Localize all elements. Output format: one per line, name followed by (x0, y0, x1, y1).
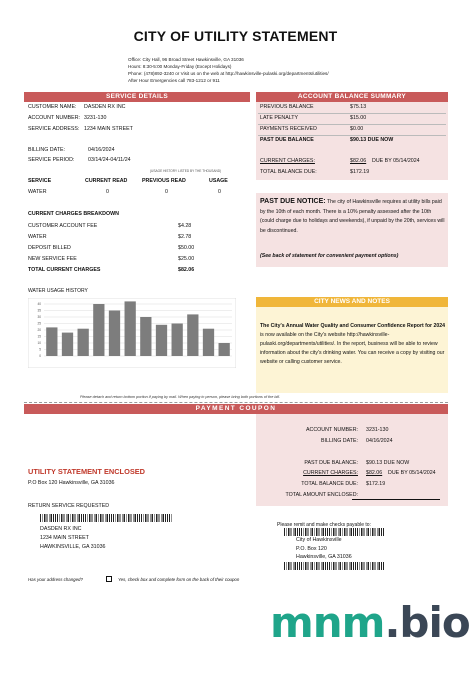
chart-ytick-label: 20 (37, 328, 41, 333)
summary-label: PAYMENTS RECEIVED (260, 126, 317, 132)
payment-coupon-header: PAYMENT COUPON (24, 404, 448, 414)
past-due-label: PAST DUE BALANCE (260, 137, 314, 143)
coupon-current-due: DUE BY 05/14/2024 (388, 470, 436, 476)
summary-value: $0.00 (350, 126, 364, 132)
statement-enclosed-title: UTILITY STATEMENT ENCLOSED (28, 467, 146, 476)
billing-date: 04/16/2024 (88, 147, 115, 153)
city-news-text (260, 322, 446, 367)
charge-value: $25.00 (178, 256, 195, 262)
account-number: 3231-130 (84, 115, 107, 121)
past-due-notice-heading: PAST DUE NOTICE: (260, 198, 326, 205)
usage-note: (USAGE HISTORY LISTED BY THE THOUSAND) (150, 169, 222, 173)
chart-ytick-label: 30 (37, 315, 41, 320)
chart-ytick-label: 35 (37, 308, 41, 313)
address-changed-note: Yes, check box and complete form on the back of their coupon (118, 577, 240, 582)
past-due-notice-text: The city of Hawkinsville requires at utility bills paid by the 10th of each month. There is a 10% penalty assessed after the 10th (could charge due to holidays and weekends), if unpaid by the 20th, services will be discontinued. (260, 199, 445, 234)
water-usage-chart (28, 298, 236, 368)
col-usage: USAGE (209, 178, 228, 184)
remit-barcode-bottom (284, 562, 384, 570)
divider (258, 113, 446, 114)
chart-bar (46, 327, 57, 356)
service-period: 03/14/24-04/11/24 (88, 157, 131, 163)
address-changed-question: Has your address changed? (28, 577, 83, 582)
coupon-po-box: P.O Box 120 Hawkinsville, GA 31036 (28, 480, 115, 486)
water-usage: 0 (218, 189, 221, 195)
coupon-current-value: $82.06 (366, 470, 383, 476)
past-due-value: $90.13 DUE NOW (350, 137, 394, 143)
city-news-header: CITY NEWS AND NOTES (256, 297, 448, 307)
chart-bar (125, 301, 136, 356)
coupon-total-value: $172.19 (366, 481, 386, 487)
chart-bar (78, 329, 89, 356)
mnm-bio-logo (270, 598, 470, 647)
chart-ytick-label: 10 (37, 341, 41, 346)
chart-bar (156, 325, 167, 356)
charge-label: WATER (28, 234, 47, 240)
customer-name-label: CUSTOMER NAME: (28, 104, 77, 110)
summary-value: $75.13 (350, 104, 367, 110)
charge-value: $2.78 (178, 234, 192, 240)
service-details-header: SERVICE DETAILS (24, 92, 250, 102)
chart-ytick-label: 5 (39, 347, 41, 352)
chart-bar (203, 329, 214, 356)
see-back-note: (See back of statement for convenient payment options) (260, 253, 399, 259)
coupon-account-number: 3231-130 (366, 427, 389, 433)
chart-bar (140, 317, 151, 356)
charge-label: DEPOSIT BILLED (28, 245, 71, 251)
coupon-billing-date: 04/16/2024 (366, 438, 393, 444)
chart-bar (93, 304, 104, 356)
address-changed-checkbox[interactable] (106, 576, 112, 582)
summary-label: LATE PENALTY (260, 115, 299, 121)
remit-barcode (284, 528, 384, 536)
office-info: Office: City Hall, 96 Broad Street Hawkinsville, GA 31036 Hours: 8:30-5:00 Monday-Friday (Except Holidays) Phone: (478)892-3240 or Visit us on the web at http://hawkinsville-pulaski.org/departments/utilities/ After Hour Emergencies call 783-1212 or 911 (128, 57, 329, 84)
water-previous-read: 0 (165, 189, 168, 195)
chart-ytick-label: 25 (37, 321, 41, 326)
total-balance-label: TOTAL BALANCE DUE: (260, 169, 317, 175)
water-service: WATER (28, 189, 47, 195)
page-title: CITY OF UTILITY STATEMENT (133, 28, 338, 44)
water-current-read: 0 (106, 189, 109, 195)
remit-label: Please remit and make checks payable to: (277, 522, 371, 528)
chart-bar (219, 343, 230, 356)
billing-date-label: BILLING DATE: (28, 147, 65, 153)
customer-address: DASDEN RX INC 1234 MAIN STREET HAWKINSVILLE, GA 31036 (40, 526, 106, 550)
chart-bar (187, 314, 198, 356)
total-charges-label: TOTAL CURRENT CHARGES (28, 267, 101, 273)
coupon-enclosed-label: TOTAL AMOUNT ENCLOSED: (285, 492, 358, 498)
city-news-bold: The City's Annual Water Quality and Consumer Confidence Report for 2024 (260, 323, 446, 329)
detach-note: Please detach and return bottom portion if paying by mail. When paying in person, please bring both portions of the bill. (80, 395, 281, 399)
chart-ytick-label: 40 (37, 302, 41, 307)
current-charges-label: CURRENT CHARGES: (260, 158, 315, 164)
service-address: 1234 MAIN STREET (84, 126, 133, 132)
col-service: SERVICE (28, 178, 52, 184)
total-balance-value: $172.19 (350, 169, 370, 175)
service-address-label: SERVICE ADDRESS: (28, 126, 80, 132)
amount-enclosed-field[interactable] (352, 499, 440, 500)
coupon-account-label: ACCOUNT NUMBER: (306, 427, 358, 433)
tear-line (24, 402, 448, 403)
customer-name: DASDEN RX INC (84, 104, 126, 110)
divider (258, 124, 446, 125)
coupon-past-due-label: PAST DUE BALANCE: (304, 460, 358, 466)
remit-address: City of Hawkinsville P.O. Box 120 Hawkinsville, GA 31036 (296, 537, 352, 561)
service-period-label: SERVICE PERIOD: (28, 157, 75, 163)
past-due-notice (260, 197, 446, 236)
return-service: RETURN SERVICE REQUESTED (28, 503, 110, 509)
divider (258, 135, 446, 136)
chart-bar (62, 333, 73, 356)
col-current-read: CURRENT READ (85, 178, 128, 184)
charge-label: CUSTOMER ACCOUNT FEE (28, 223, 98, 229)
charge-value: $4.28 (178, 223, 192, 229)
account-summary-header: ACCOUNT BALANCE SUMMARY (256, 92, 448, 102)
logo-part-1: mnm (270, 598, 385, 647)
chart-bar (172, 324, 183, 357)
current-charges-due: DUE BY 05/14/2024 (372, 158, 420, 164)
coupon-billing-label: BILLING DATE: (321, 438, 358, 444)
chart-ytick-label: 0 (39, 354, 41, 359)
total-charges-value: $82.06 (178, 267, 195, 273)
coupon-current-label: CURRENT CHARGES: (303, 470, 358, 476)
summary-value: $15.00 (350, 115, 367, 121)
charge-label: NEW SERVICE FEE (28, 256, 77, 262)
account-number-label: ACCOUNT NUMBER: (28, 115, 80, 121)
logo-part-2: .bio (384, 598, 470, 647)
charge-value: $50.00 (178, 245, 195, 251)
chart-bar (109, 311, 120, 357)
coupon-total-label: TOTAL BALANCE DUE: (301, 481, 358, 487)
current-charges-value: $82.06 (350, 158, 367, 164)
postal-barcode (40, 514, 172, 522)
coupon-past-due-value: $90.13 DUE NOW (366, 460, 410, 466)
water-usage-heading: WATER USAGE HISTORY (28, 288, 88, 294)
city-news-body: is now available on the City's website http://hawkinsville-pulaski.org/departments/utilities/. In the report, business will be able to review information about the city's drinking water. You can receive a copy by visiting our website or calling customer service. (260, 332, 445, 365)
charges-heading: CURRENT CHARGES BREAKDOWN (28, 211, 119, 217)
chart-ytick-label: 15 (37, 334, 41, 339)
col-previous-read: PREVIOUS READ (142, 178, 186, 184)
summary-label: PREVIOUS BALANCE (260, 104, 314, 110)
